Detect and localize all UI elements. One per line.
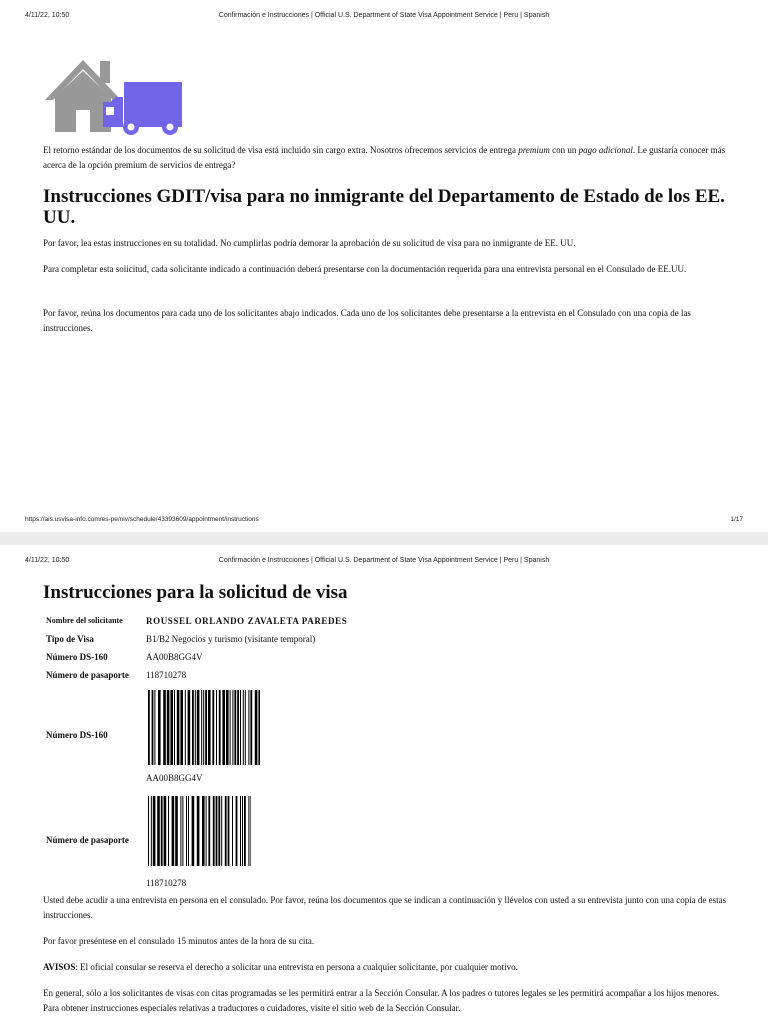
arrival-paragraph: Por favor preséntese en el consulado 15 minutos antes de la hora de su cita. xyxy=(43,936,315,946)
passport-value: 118710278 xyxy=(146,670,187,680)
print-title: Confirmación e Instrucciones | Official U.S. Department of State Visa Appointment Service | Peru | Spanish xyxy=(218,557,550,564)
ds160-value: AA00B8GG4V xyxy=(146,652,203,662)
print-page-number: 1/17 xyxy=(730,516,743,523)
barcode-passport-number: 118710278 xyxy=(146,878,187,888)
premium-link[interactable]: premium xyxy=(518,145,550,155)
applicant-table xyxy=(44,615,464,685)
notice-label: AVISOS xyxy=(43,962,76,972)
interview-paragraph: Usted debe acudir a una entrevista en persona en el consulado. Por favor, reúna los documentos que se indican a continuación y llévelos con usted a su entrevista junto con una copia de estas instrucciones. xyxy=(43,895,727,920)
intro-paragraph: Por favor, lea estas instrucciones en su totalidad. No cumplirlas podría demorar la aprobación de su solicitud de visa para no inmigrante de EE. UU. xyxy=(43,238,576,248)
print-header xyxy=(0,12,768,24)
barcode-passport xyxy=(148,796,251,866)
delivery-truck-icon xyxy=(103,82,182,135)
print-footer xyxy=(0,516,768,526)
barcode-passport-label: Número de pasaporte xyxy=(46,835,129,845)
applicant-name: ROUSSEL ORLANDO ZAVALETA PAREDES xyxy=(146,616,348,626)
premium-delivery-icon[interactable] xyxy=(43,55,185,137)
consulate-paragraph: Para completar esta solicitud, cada solicitante indicado a continuación deberá presentarse con la documentación requerida para una entrevista personal en el Consulado de EE.UU. xyxy=(43,264,687,274)
print-header xyxy=(0,557,768,569)
entry-rules-paragraph: En general, sólo a los solicitantes de visas con citas programadas se les permitirá entrar a la Sección Consular. A los padres o tutores legales se les permitirá acompañar a los hijos menores. Para obtener instrucciones especiales relativas a traductores o cuidadores, visite el sitio web de la Sección Consular. xyxy=(43,988,720,1013)
section-title: Instrucciones para la solicitud de visa xyxy=(43,582,348,603)
page-title: Instrucciones GDIT/visa para no inmigrante del Departamento de Estado de los EE. UU. xyxy=(43,186,725,228)
documents-paragraph: Por favor, reúna los documentos para cada uno de los solicitantes abajo indicados. Cada uno de los solicitantes debe presentarse a la entrevista en el Consulado con una copia de las instrucciones. xyxy=(43,308,691,333)
print-datetime: 4/11/22, 10:50 xyxy=(25,557,70,564)
print-url: https://ais.usvisa-info.com/es-pe/niv/schedule/43393609/appointment/instructions xyxy=(25,516,259,523)
barcode-ds160 xyxy=(148,690,260,765)
barcode-ds160-number: AA00B8GG4V xyxy=(146,773,203,783)
delivery-offer-text: El retorno estándar de los documentos de su solicitud de visa está incluido sin cargo extra. Nosotros ofrecemos servicios de entrega premium con un pago adicional. Le gustaría conocer más acerca de la opción premium de servicios de entrega? xyxy=(43,145,726,170)
passport-label: Número de pasaporte xyxy=(46,670,129,680)
instructions-section xyxy=(43,186,728,228)
notice-text: : El oficial consular se reserva el derecho a solicitar una entrevista en persona a cualquier solicitante, por cualquier motivo. xyxy=(75,962,518,972)
visa-type-label: Tipo de Visa xyxy=(46,634,94,644)
paid-option-link[interactable]: pago adicional xyxy=(578,145,633,155)
applicant-label: Nombre del solicitante xyxy=(46,616,123,625)
barcode-ds160-label: Número DS-160 xyxy=(46,730,108,740)
visa-type-value: B1/B2 Negocios y turismo (visitante temporal) xyxy=(146,634,316,644)
notice-paragraph xyxy=(43,960,728,975)
delivery-offer xyxy=(43,143,728,173)
print-title: Confirmación e Instrucciones | Official U.S. Department of State Visa Appointment Service | Peru | Spanish xyxy=(218,12,550,19)
print-datetime: 4/11/22, 10:50 xyxy=(25,12,70,19)
print-page-2 xyxy=(0,545,768,1024)
ds160-label: Número DS-160 xyxy=(46,652,108,662)
